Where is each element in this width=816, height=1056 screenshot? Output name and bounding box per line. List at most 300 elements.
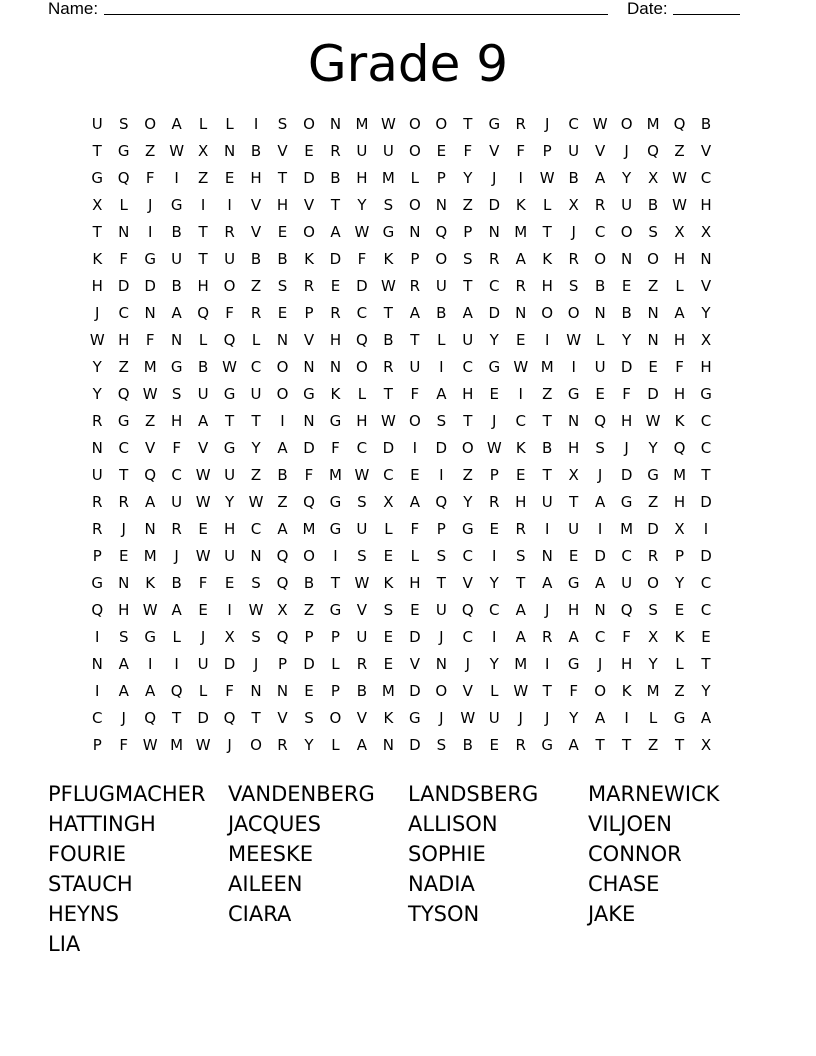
grid-letter[interactable]: I [703, 520, 709, 538]
grid-letter[interactable]: O [620, 115, 633, 133]
grid-letter[interactable]: O [276, 385, 289, 403]
grid-letter[interactable]: Z [674, 142, 685, 160]
grid-letter[interactable]: B [171, 277, 182, 295]
grid-letter[interactable]: O [647, 250, 659, 268]
grid-letter[interactable]: R [330, 142, 341, 160]
grid-letter[interactable]: G [647, 466, 659, 484]
grid-letter[interactable]: W [248, 493, 264, 511]
grid-letter[interactable]: W [513, 358, 529, 376]
grid-letter[interactable]: T [463, 277, 473, 295]
grid-letter[interactable]: G [567, 655, 580, 673]
grid-letter[interactable]: W [539, 169, 555, 187]
grid-letter[interactable]: T [436, 574, 446, 592]
grid-letter[interactable]: C [250, 358, 262, 376]
grid-letter[interactable]: J [571, 223, 576, 241]
grid-letter[interactable]: I [439, 358, 444, 376]
grid-letter[interactable]: P [304, 304, 314, 322]
grid-letter[interactable]: I [200, 196, 206, 214]
grid-letter[interactable]: N [118, 574, 130, 592]
grid-letter[interactable]: U [91, 466, 103, 484]
grid-letter[interactable]: X [383, 493, 394, 511]
grid-letter[interactable]: L [251, 331, 261, 349]
grid-letter[interactable]: O [303, 223, 315, 241]
grid-letter[interactable]: Q [276, 547, 289, 565]
grid-letter[interactable]: M [381, 169, 395, 187]
grid-letter[interactable]: O [408, 142, 421, 160]
grid-letter[interactable]: W [672, 169, 687, 187]
grid-letter[interactable]: T [542, 223, 552, 241]
grid-letter[interactable]: G [382, 223, 395, 241]
grid-letter[interactable]: Y [701, 304, 711, 322]
grid-letter[interactable]: Q [356, 331, 368, 349]
grid-letter[interactable]: U [224, 250, 236, 268]
grid-letter[interactable]: T [251, 709, 261, 727]
grid-letter[interactable]: Y [357, 196, 367, 214]
grid-letter[interactable]: D [647, 385, 659, 403]
grid-letter[interactable]: X [700, 331, 712, 349]
grid-letter[interactable]: L [437, 331, 446, 349]
grid-letter[interactable]: R [409, 277, 421, 295]
grid-letter[interactable]: M [514, 223, 528, 241]
grid-letter[interactable]: L [675, 277, 684, 295]
grid-letter[interactable]: A [197, 412, 209, 430]
grid-letter[interactable]: Q [620, 601, 633, 619]
grid-letter[interactable]: R [356, 655, 368, 673]
grid-letter[interactable]: W [195, 736, 211, 754]
grid-letter[interactable]: E [224, 169, 235, 187]
grid-letter[interactable]: H [409, 574, 421, 592]
grid-letter[interactable]: Y [463, 169, 473, 187]
grid-letter[interactable]: Z [277, 493, 288, 511]
grid-letter[interactable]: A [330, 223, 341, 241]
grid-letter[interactable]: Y [92, 358, 102, 376]
grid-letter[interactable]: D [223, 655, 236, 673]
grid-letter[interactable]: J [544, 709, 550, 727]
grid-letter[interactable]: Y [569, 709, 579, 727]
grid-letter[interactable]: N [568, 412, 580, 430]
grid-letter[interactable]: D [117, 277, 130, 295]
grid-letter[interactable]: J [544, 601, 550, 619]
grid-letter[interactable]: I [544, 655, 550, 673]
grid-letter[interactable]: A [568, 736, 579, 754]
grid-letter[interactable]: N [435, 196, 447, 214]
grid-letter[interactable]: T [542, 682, 552, 700]
grid-letter[interactable]: T [251, 412, 261, 430]
grid-letter[interactable]: D [197, 709, 209, 727]
grid-letter[interactable]: T [92, 142, 102, 160]
grid-letter[interactable]: W [460, 709, 476, 727]
grid-letter[interactable]: V [250, 196, 262, 214]
grid-letter[interactable]: Z [462, 196, 473, 214]
grid-letter[interactable]: A [515, 250, 526, 268]
grid-letter[interactable]: R [277, 736, 288, 754]
grid-letter[interactable]: V [356, 709, 368, 727]
grid-letter[interactable]: G [541, 736, 554, 754]
grid-letter[interactable]: D [620, 358, 633, 376]
grid-letter[interactable]: T [674, 736, 685, 754]
grid-letter[interactable]: W [142, 736, 158, 754]
grid-letter[interactable]: E [489, 385, 499, 403]
grid-letter[interactable]: E [330, 277, 341, 295]
grid-letter[interactable]: B [250, 250, 262, 268]
grid-letter[interactable]: W [248, 601, 264, 619]
grid-letter[interactable]: L [543, 196, 552, 214]
grid-letter[interactable]: O [356, 358, 368, 376]
grid-letter[interactable]: C [462, 628, 474, 646]
grid-letter[interactable]: H [620, 655, 633, 673]
grid-letter[interactable]: G [488, 358, 501, 376]
grid-letter[interactable]: Q [170, 682, 183, 700]
grid-letter[interactable]: R [515, 520, 526, 538]
grid-letter[interactable]: O [303, 115, 315, 133]
grid-letter[interactable]: S [595, 439, 605, 457]
grid-letter[interactable]: V [303, 331, 315, 349]
grid-letter[interactable]: Q [223, 331, 236, 349]
grid-letter[interactable]: T [542, 466, 552, 484]
grid-letter[interactable]: D [303, 439, 315, 457]
grid-letter[interactable]: H [568, 439, 580, 457]
grid-letter[interactable]: K [145, 574, 156, 592]
grid-letter[interactable]: H [356, 169, 368, 187]
grid-letter[interactable]: M [328, 466, 342, 484]
grid-letter[interactable]: K [383, 709, 394, 727]
grid-letter[interactable]: Q [673, 439, 686, 457]
grid-letter[interactable]: C [568, 115, 579, 133]
grid-letter[interactable]: O [567, 304, 580, 322]
grid-letter[interactable]: A [118, 682, 129, 700]
grid-letter[interactable]: N [91, 439, 103, 457]
grid-letter[interactable]: Y [92, 385, 102, 403]
grid-letter[interactable]: W [566, 331, 582, 349]
grid-letter[interactable]: C [171, 466, 182, 484]
grid-letter[interactable]: J [492, 169, 497, 187]
grid-letter[interactable]: T [410, 331, 420, 349]
grid-letter[interactable]: M [514, 655, 528, 673]
grid-letter[interactable]: T [701, 466, 711, 484]
grid-letter[interactable]: H [356, 412, 368, 430]
grid-letter[interactable]: Q [117, 169, 130, 187]
grid-letter[interactable]: O [408, 115, 421, 133]
grid-letter[interactable]: Z [647, 736, 659, 754]
grid-letter[interactable]: K [621, 682, 632, 700]
grid-letter[interactable]: F [304, 466, 314, 484]
grid-letter[interactable]: R [489, 250, 500, 268]
grid-letter[interactable]: U [541, 493, 553, 511]
grid-letter[interactable]: L [490, 682, 499, 700]
grid-letter[interactable]: G [144, 250, 156, 268]
grid-letter[interactable]: T [198, 250, 208, 268]
grid-letter[interactable]: L [357, 385, 367, 403]
grid-letter[interactable]: D [435, 439, 448, 457]
grid-letter[interactable]: H [118, 601, 130, 619]
grid-letter[interactable]: C [462, 547, 474, 565]
grid-letter[interactable]: N [382, 736, 394, 754]
grid-letter[interactable]: P [277, 655, 288, 673]
grid-letter[interactable]: B [568, 169, 579, 187]
grid-letter[interactable]: G [144, 628, 156, 646]
grid-letter[interactable]: E [515, 331, 526, 349]
grid-letter[interactable]: N [276, 331, 289, 349]
grid-letter[interactable]: R [489, 493, 500, 511]
grid-letter[interactable]: W [513, 682, 529, 700]
grid-letter[interactable]: K [674, 412, 685, 430]
grid-letter[interactable]: T [330, 196, 341, 214]
grid-letter[interactable]: M [381, 682, 395, 700]
grid-letter[interactable]: L [331, 655, 340, 673]
grid-letter[interactable]: A [462, 304, 473, 322]
grid-letter[interactable]: E [277, 223, 288, 241]
grid-letter[interactable]: N [700, 250, 712, 268]
grid-letter[interactable]: L [119, 196, 128, 214]
grid-letter[interactable]: I [597, 520, 603, 538]
grid-letter[interactable]: O [276, 358, 289, 376]
grid-letter[interactable]: T [542, 412, 552, 430]
grid-letter[interactable]: V [595, 142, 606, 160]
grid-letter[interactable]: Y [304, 736, 314, 754]
grid-letter[interactable]: T [516, 574, 526, 592]
grid-letter[interactable]: J [439, 628, 444, 646]
grid-letter[interactable]: J [492, 412, 497, 430]
grid-letter[interactable]: L [410, 169, 420, 187]
grid-letter[interactable]: V [197, 439, 209, 457]
grid-letter[interactable]: H [329, 331, 342, 349]
grid-letter[interactable]: F [463, 142, 473, 160]
grid-letter[interactable]: A [674, 304, 685, 322]
grid-letter[interactable]: H [91, 277, 103, 295]
grid-letter[interactable]: H [118, 331, 130, 349]
grid-letter[interactable]: Y [622, 331, 632, 349]
grid-letter[interactable]: P [304, 628, 314, 646]
grid-letter[interactable]: B [594, 277, 606, 295]
grid-letter[interactable]: I [333, 547, 338, 565]
grid-letter[interactable]: B [250, 142, 262, 160]
grid-letter[interactable]: P [436, 520, 446, 538]
grid-letter[interactable]: S [118, 115, 129, 133]
grid-letter[interactable]: P [542, 142, 552, 160]
grid-letter[interactable]: X [674, 520, 685, 538]
grid-letter[interactable]: C [621, 547, 632, 565]
grid-letter[interactable]: X [700, 223, 712, 241]
grid-letter[interactable]: Q [223, 709, 236, 727]
grid-letter[interactable]: S [648, 223, 658, 241]
grid-letter[interactable]: N [435, 655, 447, 673]
grid-letter[interactable]: U [224, 466, 236, 484]
grid-letter[interactable]: F [357, 250, 367, 268]
grid-letter[interactable]: X [197, 142, 209, 160]
grid-letter[interactable]: B [436, 304, 447, 322]
grid-letter[interactable]: Z [197, 169, 209, 187]
grid-letter[interactable]: D [303, 169, 315, 187]
grid-letter[interactable]: N [250, 682, 262, 700]
grid-letter[interactable]: I [174, 169, 179, 187]
grid-letter[interactable]: Q [144, 709, 157, 727]
grid-letter[interactable]: Z [647, 493, 659, 511]
grid-letter[interactable]: I [253, 115, 259, 133]
grid-letter[interactable]: G [223, 439, 236, 457]
grid-letter[interactable]: I [280, 412, 285, 430]
grid-letter[interactable]: H [171, 412, 183, 430]
grid-letter[interactable]: U [197, 385, 209, 403]
grid-letter[interactable]: O [223, 277, 236, 295]
grid-letter[interactable]: D [144, 277, 156, 295]
grid-letter[interactable]: A [118, 655, 129, 673]
grid-letter[interactable]: M [170, 736, 184, 754]
grid-letter[interactable]: H [462, 385, 474, 403]
grid-letter[interactable]: S [515, 547, 526, 565]
grid-letter[interactable]: D [488, 196, 501, 214]
grid-letter[interactable]: U [435, 601, 447, 619]
grid-letter[interactable]: W [89, 331, 105, 349]
grid-letter[interactable]: L [225, 115, 234, 133]
grid-letter[interactable]: T [277, 169, 288, 187]
grid-letter[interactable]: B [330, 169, 341, 187]
grid-letter[interactable]: R [594, 196, 606, 214]
grid-letter[interactable]: D [382, 439, 395, 457]
grid-letter[interactable]: R [303, 277, 315, 295]
grid-letter[interactable]: L [331, 736, 340, 754]
grid-letter[interactable]: U [382, 142, 394, 160]
grid-letter[interactable]: C [700, 574, 712, 592]
grid-letter[interactable]: U [91, 115, 103, 133]
grid-letter[interactable]: V [356, 601, 368, 619]
grid-letter[interactable]: S [357, 547, 367, 565]
grid-letter[interactable]: H [223, 520, 236, 538]
grid-letter[interactable]: G [329, 601, 342, 619]
grid-letter[interactable]: V [145, 439, 156, 457]
grid-letter[interactable]: J [147, 196, 153, 214]
grid-letter[interactable]: Q [197, 304, 210, 322]
grid-letter[interactable]: W [486, 439, 502, 457]
grid-letter[interactable]: G [170, 358, 183, 376]
grid-letter[interactable]: C [700, 412, 712, 430]
grid-letter[interactable]: P [436, 169, 446, 187]
grid-letter[interactable]: Z [542, 385, 553, 403]
name-field[interactable] [104, 14, 608, 15]
grid-letter[interactable]: O [594, 250, 607, 268]
grid-letter[interactable]: N [171, 331, 183, 349]
grid-letter[interactable]: K [674, 628, 685, 646]
grid-letter[interactable]: G [329, 520, 342, 538]
grid-letter[interactable]: Q [117, 385, 130, 403]
grid-letter[interactable]: O [303, 547, 315, 565]
grid-letter[interactable]: A [171, 115, 182, 133]
grid-letter[interactable]: Y [224, 493, 235, 511]
grid-letter[interactable]: R [171, 520, 182, 538]
grid-letter[interactable]: Q [276, 628, 289, 646]
grid-letter[interactable]: Y [701, 682, 711, 700]
grid-letter[interactable]: R [92, 520, 103, 538]
grid-letter[interactable]: I [227, 196, 232, 214]
grid-letter[interactable]: J [544, 115, 550, 133]
grid-letter[interactable]: A [171, 601, 182, 619]
grid-letter[interactable]: O [461, 439, 474, 457]
grid-letter[interactable]: D [356, 277, 368, 295]
grid-letter[interactable]: T [463, 115, 473, 133]
grid-letter[interactable]: I [174, 655, 179, 673]
grid-letter[interactable]: Z [250, 466, 262, 484]
grid-letter[interactable]: J [227, 736, 232, 754]
grid-letter[interactable]: F [410, 520, 420, 538]
grid-letter[interactable]: W [380, 115, 396, 133]
grid-letter[interactable]: F [172, 439, 181, 457]
grid-letter[interactable]: I [544, 331, 550, 349]
grid-letter[interactable]: T [463, 412, 473, 430]
grid-letter[interactable]: V [700, 277, 712, 295]
grid-letter[interactable]: F [516, 142, 526, 160]
grid-letter[interactable]: D [409, 628, 421, 646]
grid-letter[interactable]: C [91, 709, 103, 727]
grid-letter[interactable]: U [621, 196, 633, 214]
grid-letter[interactable]: W [142, 385, 158, 403]
grid-letter[interactable]: A [409, 493, 420, 511]
grid-letter[interactable]: E [436, 142, 447, 160]
grid-letter[interactable]: X [92, 196, 103, 214]
grid-letter[interactable]: N [647, 304, 659, 322]
grid-letter[interactable]: G [117, 142, 130, 160]
grid-letter[interactable]: H [673, 250, 686, 268]
grid-letter[interactable]: W [354, 574, 370, 592]
grid-letter[interactable]: G [223, 385, 236, 403]
grid-letter[interactable]: N [620, 250, 633, 268]
grid-letter[interactable]: N [409, 223, 421, 241]
grid-letter[interactable]: Q [144, 466, 157, 484]
grid-letter[interactable]: A [595, 574, 606, 592]
grid-letter[interactable]: Q [673, 115, 686, 133]
grid-letter[interactable]: C [118, 439, 129, 457]
grid-letter[interactable]: R [92, 412, 103, 430]
grid-letter[interactable]: V [409, 655, 420, 673]
grid-letter[interactable]: U [171, 493, 183, 511]
grid-letter[interactable]: G [329, 412, 342, 430]
grid-letter[interactable]: A [595, 169, 606, 187]
grid-letter[interactable]: I [95, 628, 100, 646]
grid-letter[interactable]: S [357, 493, 367, 511]
grid-letter[interactable]: D [488, 304, 501, 322]
grid-letter[interactable]: K [92, 250, 103, 268]
grid-letter[interactable]: D [329, 250, 342, 268]
grid-letter[interactable]: N [223, 142, 236, 160]
grid-letter[interactable]: D [700, 547, 712, 565]
grid-letter[interactable]: C [250, 520, 262, 538]
grid-letter[interactable]: I [227, 601, 232, 619]
grid-letter[interactable]: N [276, 682, 289, 700]
grid-letter[interactable]: H [276, 196, 289, 214]
grid-letter[interactable]: A [542, 574, 553, 592]
grid-letter[interactable]: C [594, 223, 606, 241]
grid-letter[interactable]: J [518, 709, 523, 727]
grid-letter[interactable]: T [119, 466, 129, 484]
grid-letter[interactable]: E [674, 601, 685, 619]
grid-letter[interactable]: C [462, 358, 474, 376]
grid-letter[interactable]: O [435, 250, 448, 268]
grid-letter[interactable]: U [621, 574, 633, 592]
grid-letter[interactable]: W [672, 196, 687, 214]
grid-letter[interactable]: D [647, 520, 659, 538]
grid-letter[interactable]: K [383, 574, 394, 592]
grid-letter[interactable]: T [172, 709, 182, 727]
grid-letter[interactable]: I [147, 223, 153, 241]
grid-letter[interactable]: T [224, 412, 235, 430]
grid-letter[interactable]: A [515, 628, 526, 646]
grid-letter[interactable]: E [621, 277, 632, 295]
grid-letter[interactable]: O [144, 115, 157, 133]
grid-letter[interactable]: K [542, 250, 553, 268]
grid-letter[interactable]: W [222, 358, 237, 376]
grid-letter[interactable]: N [250, 547, 262, 565]
grid-letter[interactable]: B [171, 574, 182, 592]
grid-letter[interactable]: O [435, 115, 448, 133]
grid-letter[interactable]: I [624, 709, 629, 727]
